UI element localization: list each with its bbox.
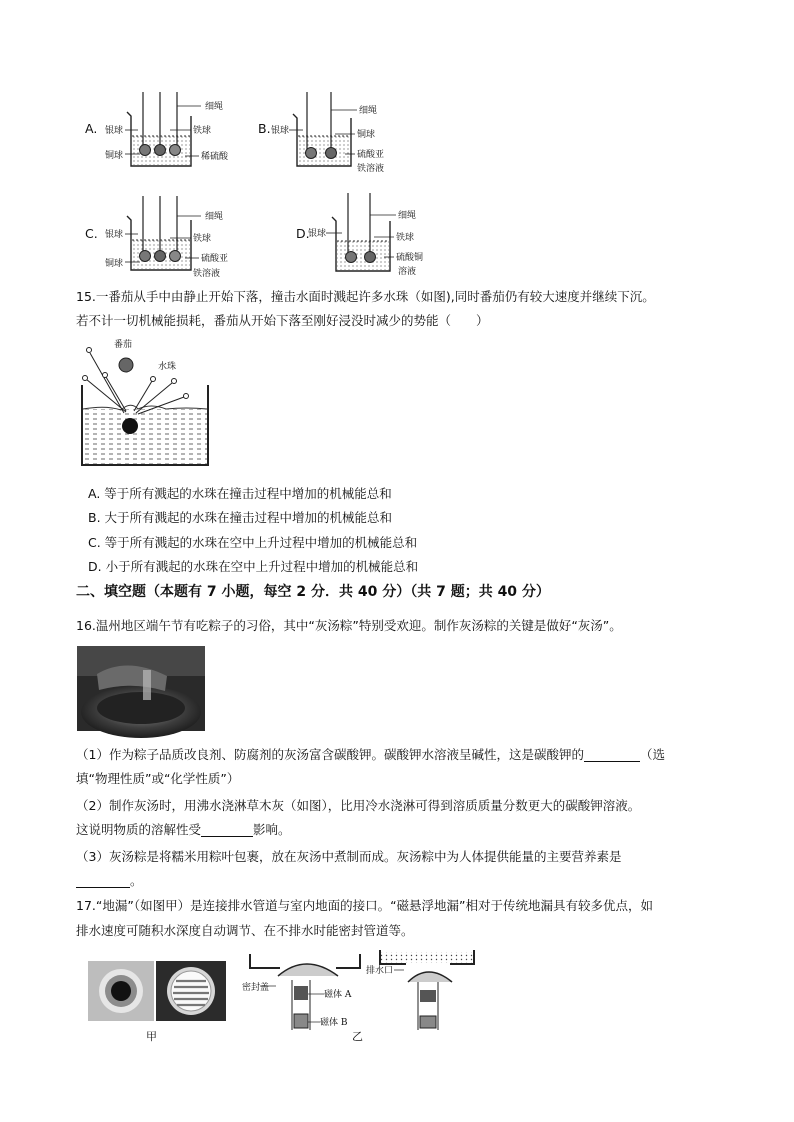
label-left-c: 银球 <box>105 230 124 240</box>
q16-answer-blank-3[interactable] <box>76 875 130 888</box>
q15-stem-line2: 若不计一切机械能损耗，番茄从开始下落至刚好浸没时减少的势能（ ） <box>76 313 489 328</box>
option-b-letter: B. <box>258 121 271 136</box>
q15-option-a[interactable]: A. 等于所有溅起的水珠在撞击过程中增加的机械能总和 <box>88 486 392 501</box>
label-left-d: 银球 <box>308 229 327 239</box>
figure-jia-caption: 甲 <box>146 1030 157 1043</box>
q17-stem-line1: 17.“地漏”（如图甲）是连接排水管道与室内地面的接口。“磁悬浮地漏”相对于传统地漏具有较多优点，如 <box>76 898 654 913</box>
seal-cover-label: 密封盖 <box>242 983 270 993</box>
magnetic-drain-diagram <box>240 946 480 1036</box>
option-d-letter: D. <box>296 226 310 241</box>
option-a-letter: A. <box>85 121 98 136</box>
q16-part2-text-b: 这说明物质的溶解性受 <box>76 822 202 837</box>
q16-part2-line1: （2）制作灰汤时，用沸水浇淋草木灰（如图），比用冷水浇淋可得到溶质质量分数更大的碳酸钾溶液。 <box>76 798 641 813</box>
label-bottomleft-a: 铜球 <box>105 151 124 161</box>
figure-yi-caption: 乙 <box>352 1030 363 1043</box>
q17-stem-line2: 排水速度可随积水深度自动调节、在不排水时能密封管道等。 <box>76 923 414 938</box>
q16-part2-text-c: 影响。 <box>253 822 291 837</box>
label-rope-c: 细绳 <box>205 212 224 222</box>
drain-outlet-label: 排水口 <box>366 966 394 976</box>
q16-part1-text-a: （1）作为粽子品质改良剂、防腐剂的灰汤富含碳酸钾。碳酸钾水溶液呈碱性，这是碳酸钾的 <box>76 747 584 762</box>
q16-part3-line1: （3）灰汤粽是将糯米用粽叶包裹，放在灰汤中煮制而成。灰汤粽中为人体提供能量的主要营养素是 <box>76 849 622 864</box>
q16-part3-line2 <box>76 873 143 888</box>
q16-part1-line2: 填“物理性质”或“化学性质”） <box>76 771 240 786</box>
label-liquid2-c: 铁溶液 <box>193 269 221 279</box>
label-right-d: 铁球 <box>396 233 415 243</box>
q16-answer-blank-2[interactable] <box>201 824 253 837</box>
floor-drain-photos <box>88 961 226 1021</box>
q16-part2-line2 <box>76 822 291 837</box>
section2-heading: 二、填空题（本题有 7 小题，每空 2 分．共 40 分）（共 7 题；共 40 分） <box>76 584 550 600</box>
q16-intro: 16.温州地区端午节有吃粽子的习俗，其中“灰汤粽”特别受欢迎。制作灰汤粽的关键是做好“灰汤”。 <box>76 618 622 633</box>
q16-part3-text-b: 。 <box>130 873 143 888</box>
label-bottomleft-c: 铜球 <box>105 259 124 269</box>
q16-part1-line1 <box>76 747 665 762</box>
label-left-b: 银球 <box>271 126 290 136</box>
q16-answer-blank-1[interactable] <box>584 749 640 762</box>
tomato-splash-figure <box>76 337 216 472</box>
label-rope-a: 细绳 <box>205 102 224 112</box>
magnet-a-label: 磁体 A <box>324 990 352 1000</box>
label-right-c: 铁球 <box>193 234 212 244</box>
ash-soup-photo <box>77 646 205 731</box>
q15-stem-line1: 15.一番茄从手中由静止开始下落，撞击水面时溅起许多水珠（如图),同时番茄仍有较大速度并继续下沉。 <box>76 289 655 304</box>
label-liquid1-c: 硫酸亚 <box>201 254 229 264</box>
label-liquid1-d: 硫酸铜 <box>396 253 424 263</box>
q15-option-c[interactable]: C. 等于所有溅起的水珠在空中上升过程中增加的机械能总和 <box>88 535 418 550</box>
beaker-figure-b <box>271 92 415 182</box>
option-c-letter: C. <box>85 226 98 241</box>
droplets-label: 水珠 <box>158 362 177 372</box>
q15-option-b[interactable]: B. 大于所有溅起的水珠在撞击过程中增加的机械能总和 <box>88 510 393 525</box>
label-right-a: 铁球 <box>193 126 212 136</box>
label-liquid-a: 稀硫酸 <box>201 152 229 162</box>
label-rope-b: 细绳 <box>359 106 378 116</box>
label-liquid1-b: 硫酸亚 <box>357 150 385 160</box>
beaker-figure-c <box>105 196 245 286</box>
magnet-b-label: 磁体 B <box>320 1018 348 1028</box>
tomato-label: 番茄 <box>114 340 133 350</box>
label-rope-d: 细绳 <box>398 211 417 221</box>
label-left-a: 银球 <box>105 126 124 136</box>
label-liquid2-d: 溶液 <box>398 267 417 277</box>
beaker-figure-d <box>308 193 452 283</box>
label-liquid2-b: 铁溶液 <box>357 164 385 174</box>
q15-option-d[interactable]: D. 小于所有溅起的水珠在空中上升过程中增加的机械能总和 <box>88 559 419 574</box>
label-right-b: 铜球 <box>357 130 376 140</box>
beaker-figure-a <box>105 92 245 172</box>
q16-part1-text-b: （选 <box>639 747 665 762</box>
